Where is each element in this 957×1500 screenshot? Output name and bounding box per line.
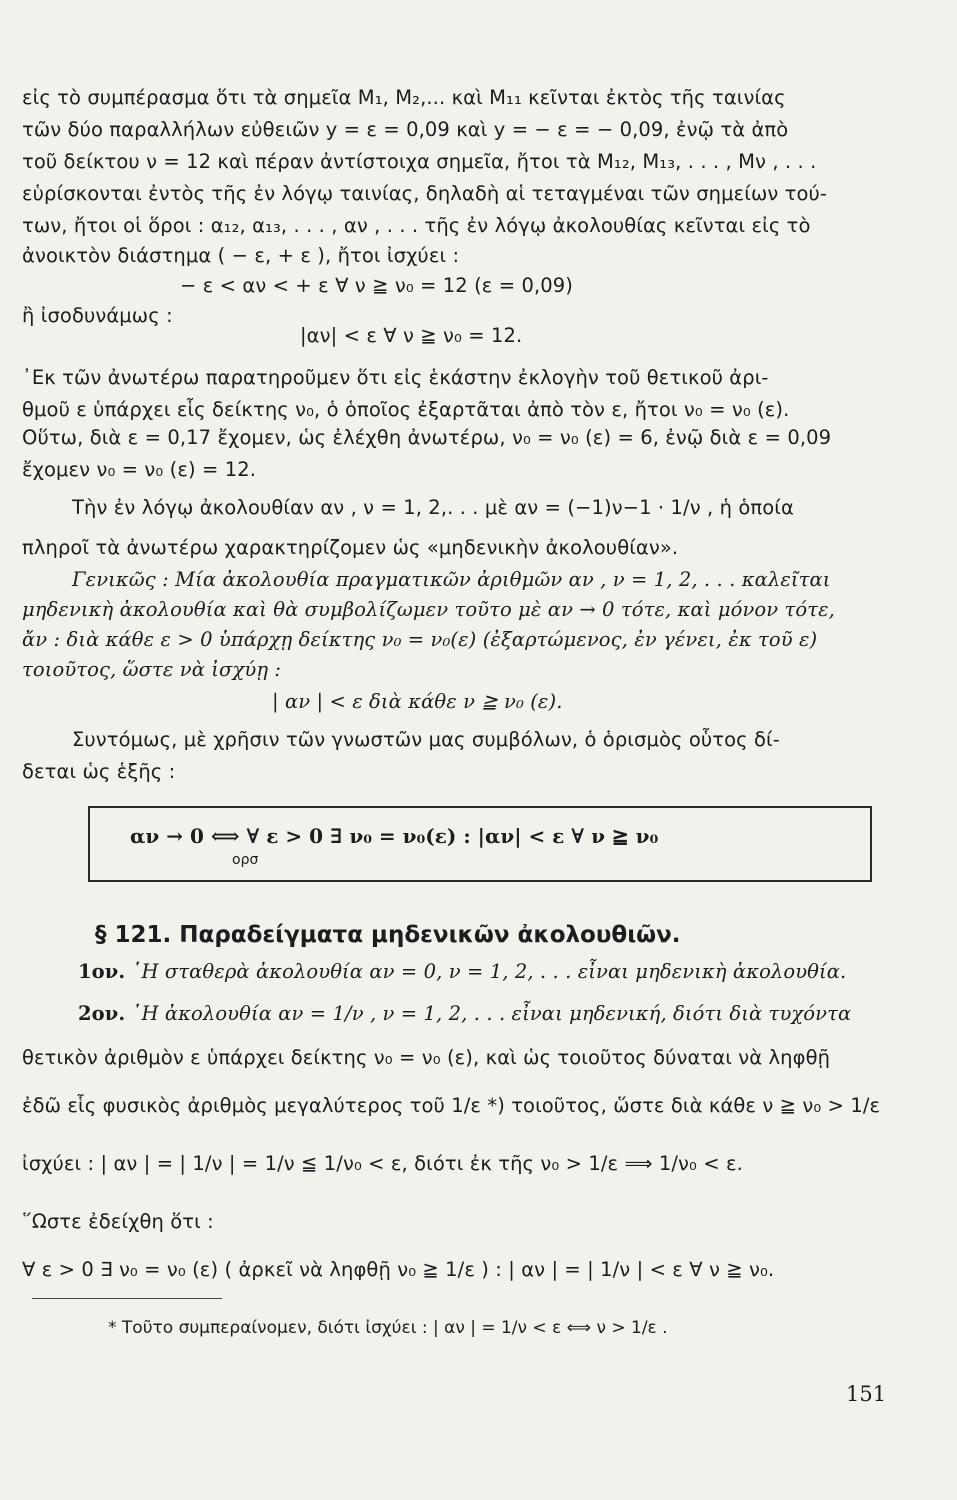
boxed-formula-subscript: ορσ: [232, 852, 259, 868]
definition-line: Γενικῶς : Μία ἀκολουθία πραγματικῶν ἀριθμῶν αν , ν = 1, 2, . . . καλεῖται: [72, 568, 831, 591]
formula-interval: − ε < αν < + ε ∀ ν ≧ ν₀ = 12 (ε = 0,09): [180, 274, 574, 297]
example-2-line: [78, 1000, 938, 1028]
text-line: θετικὸν ἀριθμὸν ε ὑπάρχει δείκτης ν₀ = ν₀ (ε), καὶ ὡς τοιοῦτος δύναται νὰ ληφθῇ: [22, 1046, 831, 1069]
boxed-formula: αν → 0 ⟺ ∀ ε > 0 ∃ ν₀ = ν₀(ε) : |αν| < ε ∀ ν ≧ ν₀: [130, 824, 659, 848]
definition-line: μηδενικὴ ἀκολουθία καὶ θὰ συμβολίζωμεν τοῦτο μὲ αν → 0 τότε, καὶ μόνον τότε,: [22, 598, 835, 621]
example-1: [78, 958, 938, 986]
example-label: 2ον.: [78, 1002, 126, 1025]
text-line: Οὕτω, διὰ ε = 0,17 ἔχομεν, ὡς ἐλέχθη ἀνωτέρω, ν₀ = ν₀ (ε) = 6, ἐνῷ διὰ ε = 0,09: [22, 426, 832, 449]
equivalently-label: ἢ ἰσοδυνάμως :: [22, 304, 173, 327]
formula-absolute: |αν| < ε ∀ ν ≧ ν₀ = 12.: [300, 324, 523, 347]
text-line: ἐδῶ εἷς φυσικὸς ἀριθμὸς μεγαλύτερος τοῦ 1/ε *) τοιοῦτος, ὥστε διὰ κάθε ν ≧ ν₀ > 1/ε: [22, 1094, 881, 1117]
text-line: Τὴν ἐν λόγῳ ἀκολουθίαν αν , ν = 1, 2,. . . μὲ αν = (−1)ν−1 · 1/ν , ἡ ὁποία: [72, 496, 794, 519]
footnote: * Τοῦτο συμπεραίνομεν, διότι ἰσχύει : | αν | = 1/ν < ε ⟺ ν > 1/ε .: [108, 1318, 668, 1338]
text-line: ἰσχύει : | αν | = | 1/ν | = 1/ν ≦ 1/ν₀ < ε, διότι ἐκ τῆς ν₀ > 1/ε ⟹ 1/ν₀ < ε.: [22, 1152, 743, 1175]
text-line: ᾿Εκ τῶν ἀνωτέρω παρατηροῦμεν ὅτι εἰς ἑκάστην ἐκλογὴν τοῦ θετικοῦ ἀρι-: [22, 366, 769, 389]
boxed-definition: [88, 806, 872, 882]
text-line: εὑρίσκονται ἐντὸς τῆς ἐν λόγῳ ταινίας, δηλαδὴ αἱ τεταγμέναι τῶν σημείων τού-: [22, 182, 828, 205]
text-line: ῞Ωστε ἐδείχθη ὅτι :: [22, 1210, 214, 1233]
text-line: των, ἤτοι οἱ ὅροι : α₁₂, α₁₃, . . . , αν , . . . τῆς ἐν λόγῳ ἀκολουθίας κεῖνται εἰς τὸ: [22, 214, 811, 237]
text-line: ἔχομεν ν₀ = ν₀ (ε) = 12.: [22, 458, 257, 481]
text-line: πληροῖ τὰ ἀνωτέρω χαρακτηρίζομεν ὡς «μηδενικὴν ἀκολουθίαν».: [22, 536, 679, 559]
text-line: ἀνοικτὸν διάστημα ( − ε, + ε ), ἤτοι ἰσχύει :: [22, 244, 460, 267]
example-text: ῾Η σταθερὰ ἀκολουθία αν = 0, ν = 1, 2, . . . εἶναι μηδενικὴ ἀκολουθία.: [131, 960, 847, 983]
text-line: θμοῦ ε ὑπάρχει εἷς δείκτης ν₀, ὁ ὁποῖος ἐξαρτᾶται ἀπὸ τὸν ε, ἤτοι ν₀ = ν₀ (ε).: [22, 398, 790, 421]
footnote-rule: [32, 1298, 222, 1299]
text-line: δεται ὡς ἑξῆς :: [22, 760, 176, 783]
definition-formula: | αν | < ε διὰ κάθε ν ≧ ν₀ (ε).: [272, 690, 563, 713]
section-title: § 121. Παραδείγματα μηδενικῶν ἀκολουθιῶν.: [95, 922, 681, 948]
text-line: εἰς τὸ συμπέρασμα ὅτι τὰ σημεῖα M₁, M₂,... καὶ M₁₁ κεῖνται ἐκτὸς τῆς ταινίας: [22, 86, 786, 109]
text-line: Συντόμως, μὲ χρῆσιν τῶν γνωστῶν μας συμβόλων, ὁ ὁρισμὸς οὗτος δί-: [72, 728, 780, 751]
text-line: τοῦ δείκτου ν = 12 καὶ πέραν ἀντίστοιχα σημεῖα, ἤτοι τὰ M₁₂, M₁₃, . . . , Mν , . . .: [22, 150, 817, 173]
example-label: 1ον.: [78, 960, 126, 983]
text-line: ∀ ε > 0 ∃ ν₀ = ν₀ (ε) ( ἀρκεῖ νὰ ληφθῇ ν₀ ≧ 1/ε ) : | αν | = | 1/ν | < ε ∀ ν ≧ ν₀.: [22, 1258, 775, 1281]
text-line: τῶν δύο παραλλήλων εὐθειῶν y = ε = 0,09 καὶ y = − ε = − 0,09, ἐνῷ τὰ ἀπὸ: [22, 118, 789, 141]
example-text: ῾Η ἀκολουθία αν = 1/ν , ν = 1, 2, . . . εἶναι μηδενική, διότι διὰ τυχόντα: [131, 1002, 852, 1025]
definition-line: ἄν : διὰ κάθε ε > 0 ὑπάρχῃ δείκτης ν₀ = ν₀(ε) (ἐξαρτώμενος, ἐν γένει, ἐκ τοῦ ε): [22, 628, 818, 651]
definition-line: τοιοῦτος, ὥστε νὰ ἰσχύῃ :: [22, 658, 282, 681]
page-number: 151: [846, 1382, 887, 1406]
